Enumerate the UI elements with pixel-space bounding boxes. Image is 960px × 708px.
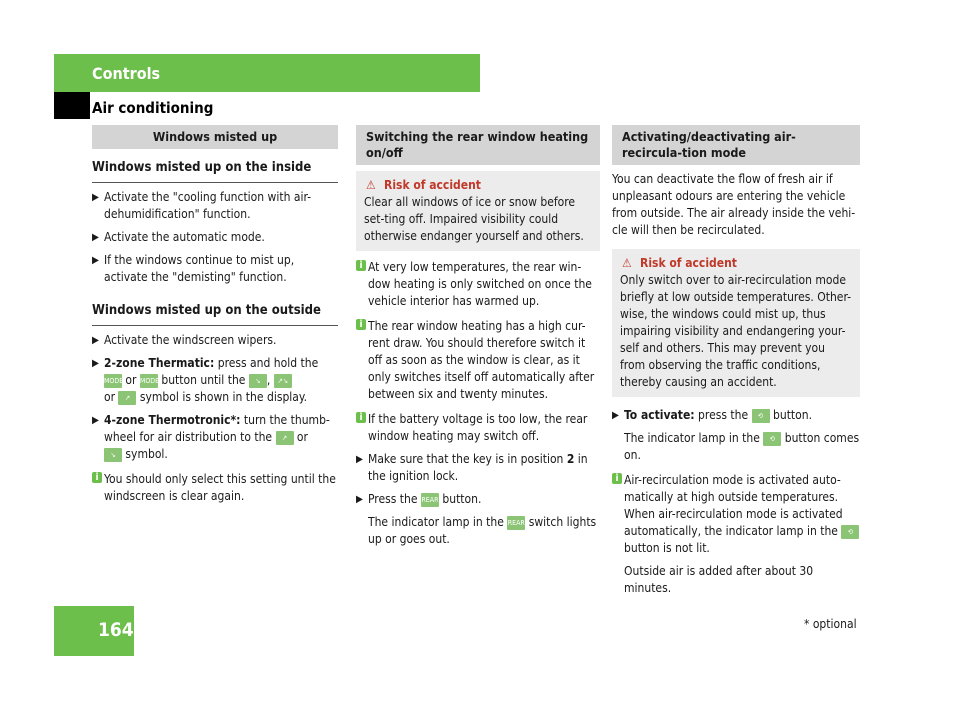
info-icon: i: [612, 473, 622, 484]
warning-title: ⚠ Risk of accident: [366, 178, 481, 192]
info-note: i You should only select this setting until the windscreen is clear again.: [92, 471, 338, 505]
rear-window-heating-icon: REAR: [421, 493, 439, 507]
mode-up-icon: MODE: [104, 374, 122, 388]
section-heading: Switching the rear window heating on/off: [356, 125, 600, 165]
list-item: ▶ To activate: press the ⟲ button. The indicator lamp in the ⟲ button comes on.: [612, 408, 860, 462]
arrow-icon: ▶: [356, 494, 363, 505]
arrow-icon: ▶: [612, 410, 619, 421]
airflow-windscreen-icon: ↗: [276, 431, 294, 445]
airflow-feet-icon: ↘: [249, 374, 267, 388]
sub-heading: Windows misted up on the outside: [92, 302, 338, 326]
airflow-windscreen-icon: ↗: [118, 391, 136, 405]
warning-title: ⚠ Risk of accident: [622, 256, 737, 270]
warning-box: [612, 249, 860, 397]
rear-window-heating-icon: REAR: [507, 516, 525, 530]
page-title: Air conditioning: [92, 99, 214, 117]
list-item: ▶ Activate the "cooling function with air-dehumidification" function.: [92, 190, 312, 221]
page-number: 164: [98, 619, 134, 641]
header-marker: [54, 92, 90, 119]
mode-down-icon: MODE: [140, 374, 158, 388]
section-heading: Windows misted up: [92, 125, 338, 149]
list-item: ▶ Press the REAR button. The indicator lamp in the REAR switch lights up or goes out.: [356, 492, 597, 546]
arrow-icon: ▶: [92, 232, 99, 243]
info-note: i If the battery voltage is too low, the rear window heating may switch off.: [356, 411, 600, 445]
section-heading: Activating/deactivating air-recircula-tion mode: [612, 125, 860, 165]
warning-text: Only switch over to air-recirculation mode briefly at low outside temperatures. Other-wise, the windows could mist up, thus impairing visibility and endangering your-self and others. This may prevent you from observing the traffic conditions, thereby causing an accident.: [620, 273, 852, 389]
section-title: Controls: [92, 64, 161, 83]
airflow-feet-icon: ↘: [104, 448, 122, 462]
column-2: [356, 125, 600, 548]
list-item: ▶ If the windows continue to mist up, activate the "demisting" function.: [92, 253, 295, 284]
arrow-icon: ▶: [92, 192, 99, 203]
arrow-icon: ▶: [92, 255, 99, 266]
info-icon: i: [356, 412, 366, 423]
arrow-icon: ▶: [92, 335, 99, 346]
info-note: i At very low temperatures, the rear win-dow heating is only switched on once the vehicle interior has warmed up.: [356, 259, 600, 310]
air-recirculation-icon: ⟲: [752, 409, 770, 423]
column-3: [612, 125, 860, 597]
arrow-icon: ▶: [356, 454, 363, 465]
airflow-windscreen-feet-icon: ↗↘: [274, 374, 292, 388]
list-item: ▶ 4-zone Thermotronic*: turn the thumb-wheel for air distribution to the ↗ or ↘ symbol.: [92, 413, 330, 461]
list-item: ▶ Activate the automatic mode.: [92, 230, 265, 244]
info-note: i The rear window heating has a high cur-rent draw. You should therefore switch it off as soon as the window is clear, as it only switches itself off automatically after between six and twenty minutes.: [356, 318, 600, 403]
warning-triangle-icon: ⚠: [366, 178, 376, 192]
list-item: ▶ 2-zone Thermatic: press and hold the MODE or MODE button until the ↘ , ↗↘ or ↗ symbol is shown in the display.: [92, 356, 319, 404]
arrow-icon: ▶: [92, 358, 99, 369]
info-icon: i: [356, 319, 366, 330]
air-recirculation-icon: ⟲: [763, 432, 781, 446]
list-item: ▶ Activate the windscreen wipers.: [92, 333, 277, 347]
warning-box: [356, 171, 600, 251]
footnote: * optional: [804, 617, 857, 631]
arrow-icon: ▶: [92, 415, 99, 426]
warning-text: Clear all windows of ice or snow before set-ting off. Impaired visibility could otherwise endanger yourself and others.: [364, 195, 584, 243]
column-1: [92, 125, 338, 505]
warning-triangle-icon: ⚠: [622, 256, 632, 270]
info-icon: i: [356, 260, 366, 271]
info-note: i Air-recirculation mode is activated auto-matically at high outside temperatures. When air-recirculation mode is activated automatically, the indicator lamp in the ⟲ button is not lit. Outside air is added after about 30 minutes.: [612, 472, 860, 597]
air-recirculation-icon: ⟲: [841, 525, 859, 539]
intro-text: You can deactivate the flow of fresh air if unpleasant odours are entering the vehicle from outside. The air already inside the vehi-cle will then be recirculated.: [612, 172, 856, 237]
sub-heading: Windows misted up on the inside: [92, 159, 338, 183]
list-item: ▶ Make sure that the key is in position 2 in the ignition lock.: [356, 452, 588, 483]
info-icon: i: [92, 472, 102, 483]
